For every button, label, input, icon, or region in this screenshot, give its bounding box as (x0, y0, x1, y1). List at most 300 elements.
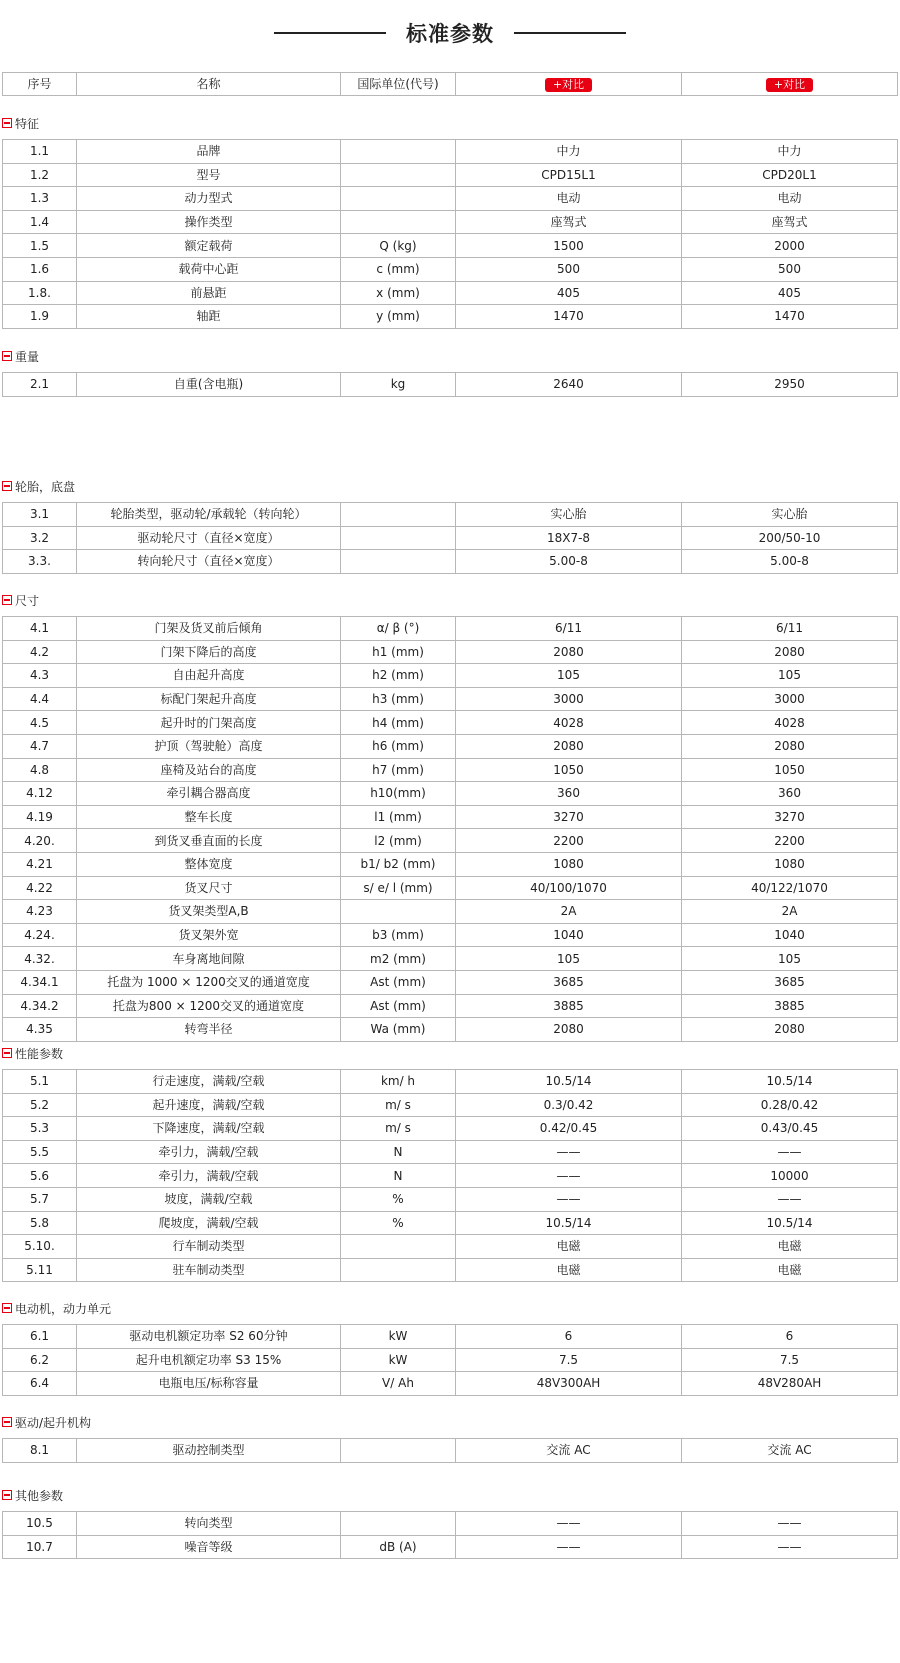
spec-value-model-1: —— (456, 1187, 682, 1211)
spec-index: 4.2 (3, 640, 77, 664)
spec-index: 4.23 (3, 900, 77, 924)
spec-name: 轴距 (77, 305, 341, 329)
spec-name: 托盘为800 × 1200交叉的通道宽度 (77, 994, 341, 1018)
spec-index: 1.2 (3, 163, 77, 187)
section-table (2, 1511, 898, 1559)
table-row (3, 503, 898, 527)
spec-value-model-2: —— (682, 1535, 898, 1559)
spec-unit: h10(mm) (341, 782, 456, 806)
spec-index: 5.8 (3, 1211, 77, 1235)
spec-index: 4.34.1 (3, 970, 77, 994)
spec-unit: s/ e/ l (mm) (341, 876, 456, 900)
table-row (3, 640, 898, 664)
spec-value-model-1: 500 (456, 257, 682, 281)
table-row (3, 829, 898, 853)
spec-index: 6.1 (3, 1325, 77, 1349)
spec-value-model-1: 2080 (456, 640, 682, 664)
spec-index: 1.9 (3, 305, 77, 329)
header-compare-2 (682, 73, 898, 96)
section-label: 重量 (15, 349, 40, 364)
spec-name: 护顶（驾驶舱）高度 (77, 734, 341, 758)
section-toggle[interactable] (2, 592, 39, 608)
table-row (3, 1093, 898, 1117)
spec-value-model-2: 48V280AH (682, 1372, 898, 1396)
spec-name: 坡度，满载/空载 (77, 1187, 341, 1211)
section-label: 驱动/起升机构 (15, 1415, 92, 1430)
spec-index: 1.1 (3, 140, 77, 164)
spec-value-model-2: 500 (682, 257, 898, 281)
table-row (3, 876, 898, 900)
spec-value-model-1: 2080 (456, 734, 682, 758)
spec-name: 电瓶电压/标称容量 (77, 1372, 341, 1396)
table-row (3, 1018, 898, 1042)
spec-value-model-1: 3685 (456, 970, 682, 994)
spec-index: 5.2 (3, 1093, 77, 1117)
spec-value-model-2: 电磁 (682, 1235, 898, 1259)
spec-name: 货叉架类型A,B (77, 900, 341, 924)
spec-value-model-1: 360 (456, 782, 682, 806)
table-row (3, 1070, 898, 1094)
spec-name: 货叉尺寸 (77, 876, 341, 900)
spec-value-model-2: 1050 (682, 758, 898, 782)
spec-index: 10.5 (3, 1512, 77, 1536)
spec-index: 4.4 (3, 687, 77, 711)
header-compare-1 (456, 73, 682, 96)
spec-unit (341, 1258, 456, 1282)
spec-index: 4.32. (3, 947, 77, 971)
spec-value-model-1: 10.5/14 (456, 1070, 682, 1094)
spec-name: 门架及货叉前后倾角 (77, 617, 341, 641)
spec-unit: N (341, 1140, 456, 1164)
spec-value-model-1: 18X7-8 (456, 526, 682, 550)
spec-value-model-1: 105 (456, 664, 682, 688)
spec-value-model-2: 2950 (682, 373, 898, 397)
spec-value-model-2: 0.28/0.42 (682, 1093, 898, 1117)
spec-value-model-1: —— (456, 1512, 682, 1536)
spec-value-model-2: 3000 (682, 687, 898, 711)
table-row (3, 687, 898, 711)
spec-unit: h6 (mm) (341, 734, 456, 758)
spec-name: 起升时的门架高度 (77, 711, 341, 735)
spec-value-model-1: 4028 (456, 711, 682, 735)
table-row (3, 1512, 898, 1536)
spec-unit: y (mm) (341, 305, 456, 329)
collapse-minus-icon[interactable] (2, 1417, 12, 1427)
table-row (3, 782, 898, 806)
spec-value-model-1: 0.42/0.45 (456, 1117, 682, 1141)
table-row (3, 281, 898, 305)
spec-index: 4.20. (3, 829, 77, 853)
spec-value-model-2: 105 (682, 947, 898, 971)
table-row (3, 734, 898, 758)
spec-index: 4.1 (3, 617, 77, 641)
spec-value-model-1: —— (456, 1535, 682, 1559)
spec-name: 转向轮尺寸（直径×宽度） (77, 550, 341, 574)
spec-value-model-2: 2200 (682, 829, 898, 853)
table-row (3, 617, 898, 641)
table-row (3, 257, 898, 281)
table-row (3, 805, 898, 829)
spec-value-model-2: 40/122/1070 (682, 876, 898, 900)
spec-value-model-2: 实心胎 (682, 503, 898, 527)
spec-index: 4.22 (3, 876, 77, 900)
spec-index: 6.4 (3, 1372, 77, 1396)
collapse-minus-icon[interactable] (2, 118, 12, 128)
table-row (3, 852, 898, 876)
spec-value-model-2: 1080 (682, 852, 898, 876)
spec-value-model-1: 1470 (456, 305, 682, 329)
spec-value-model-2: 7.5 (682, 1348, 898, 1372)
spec-unit: Ast (mm) (341, 970, 456, 994)
spec-index: 4.34.2 (3, 994, 77, 1018)
page-title: 标准参数 (406, 22, 494, 46)
spec-value-model-2: 3685 (682, 970, 898, 994)
spec-value-model-2: 座驾式 (682, 210, 898, 234)
spec-value-model-1: 3000 (456, 687, 682, 711)
section-table (2, 1438, 898, 1463)
spec-index: 5.3 (3, 1117, 77, 1141)
spec-value-model-1: 2200 (456, 829, 682, 853)
spec-value-model-1: 6/11 (456, 617, 682, 641)
spec-index: 4.35 (3, 1018, 77, 1042)
spec-unit: c (mm) (341, 257, 456, 281)
section-table (2, 1069, 898, 1282)
title-left-rule (274, 32, 386, 34)
spec-value-model-1: 40/100/1070 (456, 876, 682, 900)
table-row (3, 140, 898, 164)
spec-name: 操作类型 (77, 210, 341, 234)
section-label: 性能参数 (15, 1046, 64, 1061)
table-row (3, 1439, 898, 1463)
table-row (3, 758, 898, 782)
spec-value-model-1: 2640 (456, 373, 682, 397)
spec-name: 起升速度，满载/空载 (77, 1093, 341, 1117)
table-row (3, 1258, 898, 1282)
collapse-minus-icon[interactable] (2, 1048, 12, 1058)
spec-value-model-2: 10.5/14 (682, 1211, 898, 1235)
spec-unit: b3 (mm) (341, 923, 456, 947)
spec-index: 1.8. (3, 281, 77, 305)
spec-index: 4.24. (3, 923, 77, 947)
spec-value-model-2: 200/50-10 (682, 526, 898, 550)
spec-unit: h4 (mm) (341, 711, 456, 735)
spec-value-model-2: 2080 (682, 1018, 898, 1042)
section-label: 尺寸 (15, 593, 40, 608)
spec-unit: % (341, 1187, 456, 1211)
section-toggle[interactable] (2, 1045, 63, 1061)
spec-value-model-2: 交流 AC (682, 1439, 898, 1463)
spec-name: 噪音等级 (77, 1535, 341, 1559)
spec-name: 门架下降后的高度 (77, 640, 341, 664)
spec-value-model-1: 405 (456, 281, 682, 305)
spec-index: 5.10. (3, 1235, 77, 1259)
spec-name: 车身离地间隙 (77, 947, 341, 971)
spec-name: 额定载荷 (77, 234, 341, 258)
spec-unit: Ast (mm) (341, 994, 456, 1018)
table-row (3, 1117, 898, 1141)
spec-index: 5.6 (3, 1164, 77, 1188)
title-right-rule (514, 32, 626, 34)
page-title-bar (0, 0, 900, 66)
spec-index: 5.1 (3, 1070, 77, 1094)
spec-name: 动力型式 (77, 187, 341, 211)
spec-value-model-1: 1050 (456, 758, 682, 782)
spec-index: 4.12 (3, 782, 77, 806)
spec-name: 载荷中心距 (77, 257, 341, 281)
spec-unit: h7 (mm) (341, 758, 456, 782)
spec-value-model-2: 电动 (682, 187, 898, 211)
section-label: 特征 (15, 116, 40, 131)
spec-value-model-1: 实心胎 (456, 503, 682, 527)
spec-unit: Q (kg) (341, 234, 456, 258)
section-label: 其他参数 (15, 1488, 64, 1503)
spec-unit: x (mm) (341, 281, 456, 305)
spec-value-model-1: 电磁 (456, 1235, 682, 1259)
spec-unit: km/ h (341, 1070, 456, 1094)
spec-unit: kW (341, 1348, 456, 1372)
spec-value-model-1: 105 (456, 947, 682, 971)
spec-value-model-1: 2080 (456, 1018, 682, 1042)
spec-name: 下降速度，满载/空载 (77, 1117, 341, 1141)
spec-value-model-2: —— (682, 1512, 898, 1536)
spec-name: 品牌 (77, 140, 341, 164)
section-toggle[interactable] (2, 478, 75, 494)
spec-name: 自重(含电瓶) (77, 373, 341, 397)
spec-index: 8.1 (3, 1439, 77, 1463)
table-row (3, 994, 898, 1018)
spec-unit: h2 (mm) (341, 664, 456, 688)
spec-value-model-2: 2000 (682, 234, 898, 258)
spec-unit: kW (341, 1325, 456, 1349)
spec-value-model-2: 2A (682, 900, 898, 924)
spec-value-model-2: 1040 (682, 923, 898, 947)
spec-name: 驱动轮尺寸（直径×宽度） (77, 526, 341, 550)
spec-unit (341, 1235, 456, 1259)
spec-index: 4.8 (3, 758, 77, 782)
spec-unit: h3 (mm) (341, 687, 456, 711)
spec-value-model-1: 电动 (456, 187, 682, 211)
spec-value-model-1: 5.00-8 (456, 550, 682, 574)
spec-value-model-1: 3885 (456, 994, 682, 1018)
spec-value-model-2: 1470 (682, 305, 898, 329)
table-row (3, 1235, 898, 1259)
spec-value-model-2: —— (682, 1187, 898, 1211)
spec-name: 座椅及站台的高度 (77, 758, 341, 782)
spec-name: 驱动电机额定功率 S2 60分钟 (77, 1325, 341, 1349)
spec-name: 整体宽度 (77, 852, 341, 876)
section-label: 轮胎，底盘 (15, 479, 76, 494)
table-row (3, 1140, 898, 1164)
spec-index: 5.11 (3, 1258, 77, 1282)
spec-unit: l1 (mm) (341, 805, 456, 829)
section-toggle[interactable] (2, 115, 39, 131)
spec-index: 3.1 (3, 503, 77, 527)
spec-unit: m2 (mm) (341, 947, 456, 971)
spec-unit (341, 526, 456, 550)
header-row (3, 73, 898, 96)
spec-name: 转弯半径 (77, 1018, 341, 1042)
spec-index: 5.7 (3, 1187, 77, 1211)
table-row (3, 234, 898, 258)
spec-unit: b1/ b2 (mm) (341, 852, 456, 876)
spec-value-model-2: 4028 (682, 711, 898, 735)
table-row (3, 923, 898, 947)
spec-header-table (2, 72, 898, 96)
section-label: 电动机，动力单元 (15, 1301, 112, 1316)
table-row (3, 970, 898, 994)
table-row (3, 947, 898, 971)
spec-unit (341, 210, 456, 234)
collapse-minus-icon[interactable] (2, 595, 12, 605)
spec-value-model-2: 405 (682, 281, 898, 305)
spec-index: 4.19 (3, 805, 77, 829)
spec-value-model-1: 48V300AH (456, 1372, 682, 1396)
spec-name: 爬坡度，满载/空载 (77, 1211, 341, 1235)
spec-name: 驱动控制类型 (77, 1439, 341, 1463)
spec-value-model-2: 10.5/14 (682, 1070, 898, 1094)
spec-value-model-1: CPD15L1 (456, 163, 682, 187)
table-row (3, 210, 898, 234)
spec-value-model-1: 交流 AC (456, 1439, 682, 1463)
spec-index: 4.21 (3, 852, 77, 876)
spec-name: 标配门架起升高度 (77, 687, 341, 711)
table-row (3, 187, 898, 211)
spec-value-model-1: 1080 (456, 852, 682, 876)
spec-index: 10.7 (3, 1535, 77, 1559)
spec-value-model-1: 1500 (456, 234, 682, 258)
compare-button-2[interactable]: +对比 (766, 78, 813, 92)
table-row (3, 1187, 898, 1211)
spec-value-model-1: 6 (456, 1325, 682, 1349)
spec-index: 3.2 (3, 526, 77, 550)
section-toggle[interactable] (2, 1487, 63, 1503)
collapse-minus-icon[interactable] (2, 1303, 12, 1313)
header-unit: 国际单位(代号) (341, 73, 456, 96)
section-table (2, 139, 898, 329)
spec-value-model-2: 6/11 (682, 617, 898, 641)
table-row (3, 1325, 898, 1349)
section-toggle[interactable] (2, 1300, 111, 1316)
table-row (3, 1164, 898, 1188)
spec-name: 到货叉垂直面的长度 (77, 829, 341, 853)
spec-name: 货叉架外宽 (77, 923, 341, 947)
table-row (3, 305, 898, 329)
spec-unit (341, 900, 456, 924)
spec-value-model-2: 10000 (682, 1164, 898, 1188)
spec-value-model-2: 0.43/0.45 (682, 1117, 898, 1141)
table-row (3, 550, 898, 574)
spec-index: 3.3. (3, 550, 77, 574)
spec-unit (341, 187, 456, 211)
spec-name: 自由起升高度 (77, 664, 341, 688)
collapse-minus-icon[interactable] (2, 481, 12, 491)
spec-value-model-2: 6 (682, 1325, 898, 1349)
spec-value-model-2: 3270 (682, 805, 898, 829)
spec-name: 驻车制动类型 (77, 1258, 341, 1282)
spec-unit: l2 (mm) (341, 829, 456, 853)
spec-name: 转向类型 (77, 1512, 341, 1536)
spec-unit (341, 1512, 456, 1536)
spec-value-model-2: —— (682, 1140, 898, 1164)
table-row (3, 664, 898, 688)
section-toggle[interactable] (2, 348, 39, 364)
spec-unit: α/ β (°) (341, 617, 456, 641)
collapse-minus-icon[interactable] (2, 1490, 12, 1500)
spec-index: 4.3 (3, 664, 77, 688)
table-row (3, 1372, 898, 1396)
spec-index: 4.7 (3, 734, 77, 758)
spec-value-model-2: 中力 (682, 140, 898, 164)
spec-value-model-2: 5.00-8 (682, 550, 898, 574)
spec-value-model-2: 360 (682, 782, 898, 806)
header-index: 序号 (3, 73, 77, 96)
section-table (2, 502, 898, 574)
spec-value-model-2: 电磁 (682, 1258, 898, 1282)
spec-index: 5.5 (3, 1140, 77, 1164)
spec-value-model-1: 10.5/14 (456, 1211, 682, 1235)
spec-name: 起升电机额定功率 S3 15% (77, 1348, 341, 1372)
spec-unit (341, 1439, 456, 1463)
spec-unit (341, 140, 456, 164)
section-table (2, 1324, 898, 1396)
spec-unit: Wa (mm) (341, 1018, 456, 1042)
table-row (3, 1535, 898, 1559)
spec-index: 1.6 (3, 257, 77, 281)
spec-unit: h1 (mm) (341, 640, 456, 664)
spec-value-model-1: —— (456, 1164, 682, 1188)
spec-value-model-1: 座驾式 (456, 210, 682, 234)
spec-name: 托盘为 1000 × 1200交叉的通道宽度 (77, 970, 341, 994)
spec-name: 牵引力，满载/空载 (77, 1140, 341, 1164)
spec-unit (341, 163, 456, 187)
spec-name: 型号 (77, 163, 341, 187)
spec-value-model-2: 2080 (682, 734, 898, 758)
spec-value-model-1: 7.5 (456, 1348, 682, 1372)
spec-name: 整车长度 (77, 805, 341, 829)
spec-value-model-2: CPD20L1 (682, 163, 898, 187)
table-row (3, 900, 898, 924)
spec-unit: m/ s (341, 1117, 456, 1141)
spec-unit: N (341, 1164, 456, 1188)
spec-value-model-2: 3885 (682, 994, 898, 1018)
table-row (3, 1348, 898, 1372)
spec-unit: m/ s (341, 1093, 456, 1117)
spec-unit: dB (A) (341, 1535, 456, 1559)
table-row (3, 373, 898, 397)
spec-index: 6.2 (3, 1348, 77, 1372)
collapse-minus-icon[interactable] (2, 351, 12, 361)
spec-index: 1.4 (3, 210, 77, 234)
spec-value-model-1: 3270 (456, 805, 682, 829)
spec-value-model-2: 2080 (682, 640, 898, 664)
spec-index: 1.5 (3, 234, 77, 258)
header-name: 名称 (77, 73, 341, 96)
section-toggle[interactable] (2, 1414, 91, 1430)
spec-value-model-1: 1040 (456, 923, 682, 947)
compare-button-1[interactable]: +对比 (545, 78, 592, 92)
table-row (3, 526, 898, 550)
spec-name: 轮胎类型，驱动轮/承载轮（转向轮） (77, 503, 341, 527)
spec-unit: % (341, 1211, 456, 1235)
spec-index: 2.1 (3, 373, 77, 397)
spec-index: 1.3 (3, 187, 77, 211)
section-table (2, 616, 898, 1042)
table-row (3, 163, 898, 187)
table-row (3, 1211, 898, 1235)
table-row (3, 711, 898, 735)
spec-unit (341, 550, 456, 574)
spec-name: 牵引耦合器高度 (77, 782, 341, 806)
